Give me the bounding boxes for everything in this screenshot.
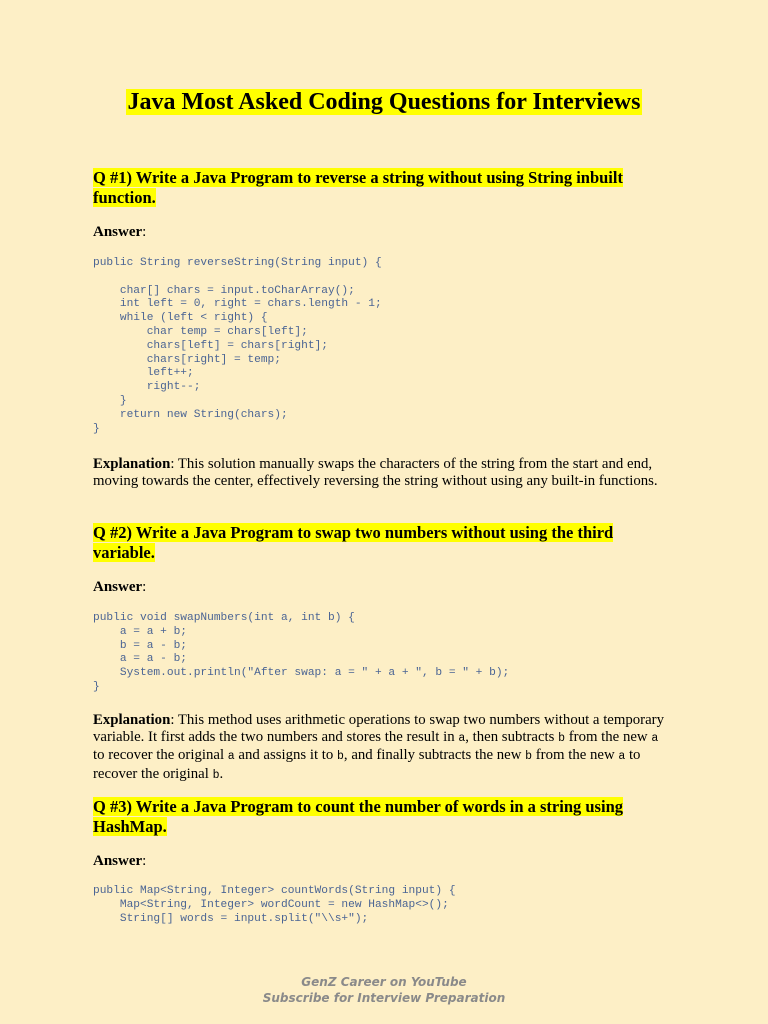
answer-label-text: Answer bbox=[93, 853, 143, 869]
question-1-explanation: Explanation: This solution manually swaps the characters of the string from the start and end, moving towards the center, effectively reversing the string without using any built-in functions. bbox=[93, 456, 658, 490]
document-title bbox=[0, 88, 768, 116]
answer-label-text: Answer bbox=[93, 224, 143, 240]
question-2-heading bbox=[93, 523, 673, 562]
question-2-answer-label: Answer: bbox=[93, 579, 147, 595]
question-1-code-block: public String reverseString(String input) { char[] chars = input.toCharArray(); int left = 0, right = chars.length - 1; while (left < right) { char temp = chars[left]; chars[left] = chars[right]; chars[right] = temp; left++; right--; } return new String(chars); } bbox=[93, 257, 382, 435]
question-2-explanation: Explanation: This method uses arithmetic operations to swap two numbers without a temporary variable. It first adds the two numbers and stores the result in a, then subtracts b from the new a to recover the original a and assigns it to b, and finally subtracts the new b from the new a to recover the original b. bbox=[93, 712, 664, 782]
explanation-label-text: Explanation bbox=[93, 712, 171, 728]
footer-line-channel: GenZ Career on YouTube bbox=[301, 975, 467, 989]
question-3-heading-text: Q #3) Write a Java Program to count the number of words in a string using HashMap. bbox=[93, 797, 623, 836]
footer-line-subscribe: Subscribe for Interview Preparation bbox=[262, 991, 506, 1005]
question-3-answer-label: Answer: bbox=[93, 853, 147, 869]
question-2-code-block: public void swapNumbers(int a, int b) { a = a + b; b = a - b; a = a - b; System.out.println("After swap: a = " + a + ", b = " + b); } bbox=[93, 612, 510, 693]
question-1-explanation-text: This solution manually swaps the characters of the string from the start and end, moving towards the center, effectively reversing the string without using any built-in functions. bbox=[93, 456, 658, 490]
answer-label-text: Answer bbox=[93, 579, 143, 595]
explanation-label-text: Explanation bbox=[93, 456, 171, 472]
question-1-heading-text: Q #1) Write a Java Program to reverse a string without using String inbuilt function. bbox=[93, 168, 623, 207]
page-footer bbox=[0, 974, 768, 1006]
question-3-code-block: public Map<String, Integer> countWords(String input) { Map<String, Integer> wordCount = new HashMap<>(); String[] words = input.split("\\s+"); bbox=[93, 885, 456, 925]
question-1-answer-label: Answer: bbox=[93, 224, 147, 240]
document-title-text: Java Most Asked Coding Questions for Interviews bbox=[127, 89, 641, 115]
question-3-heading bbox=[93, 797, 673, 836]
question-1-heading bbox=[93, 168, 673, 207]
question-2-heading-text: Q #2) Write a Java Program to swap two numbers without using the third variable. bbox=[93, 523, 614, 562]
